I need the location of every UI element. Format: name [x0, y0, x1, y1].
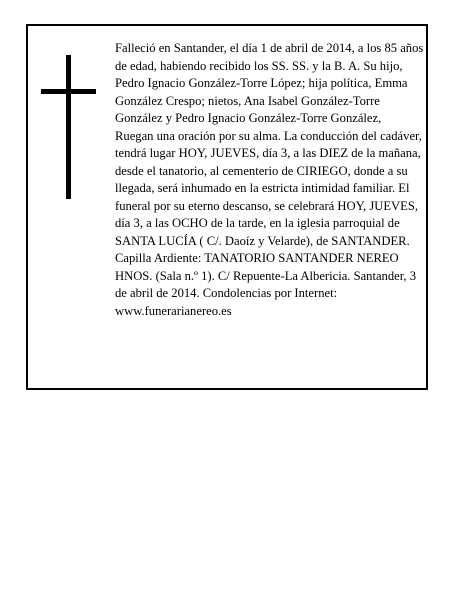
obituary-text	[115, 40, 425, 320]
obituary-notice	[26, 24, 428, 390]
cross-vertical-bar	[66, 55, 71, 199]
latin-cross-icon	[36, 55, 100, 199]
obituary-paragraph-family: Falleció en Santander, el día 1 de abril de 2014, a los 85 años de edad, habiendo recibido los SS. SS. y la B. A. Su hijo, Pedro Ignacio González-Torre López; hija política, Emma González Crespo; nietos, Ana Isabel González-Torre González y Pedro Ignacio González-Torre González,	[115, 41, 424, 125]
obituary-paragraph-ceremony: Ruegan una oración por su alma. La conducción del cadáver, tendrá lugar HOY, JUEVES, día 3, a las DIEZ de la mañana, desde el tanatorio, al cementerio de CIRIEGO, donde a su llegada, será inhumado en la estricta intimidad familiar. El funeral por su eterno descanso, se celebrará HOY, JUEVES, día 3, a las OCHO de la tarde, en la iglesia parroquial de SANTA LUCÍA ( C/. Daoíz y Velarde), de SANTANDER. Capilla Ardiente: TANATORIO SANTANDER NEREO HNOS. (Sala n.º 1). C/ Repuente-La Albericia. Santander, 3 de abril de 2014. Condolencias por Internet: www.funerarianereo.es	[115, 128, 422, 318]
cross-horizontal-bar	[41, 89, 96, 94]
